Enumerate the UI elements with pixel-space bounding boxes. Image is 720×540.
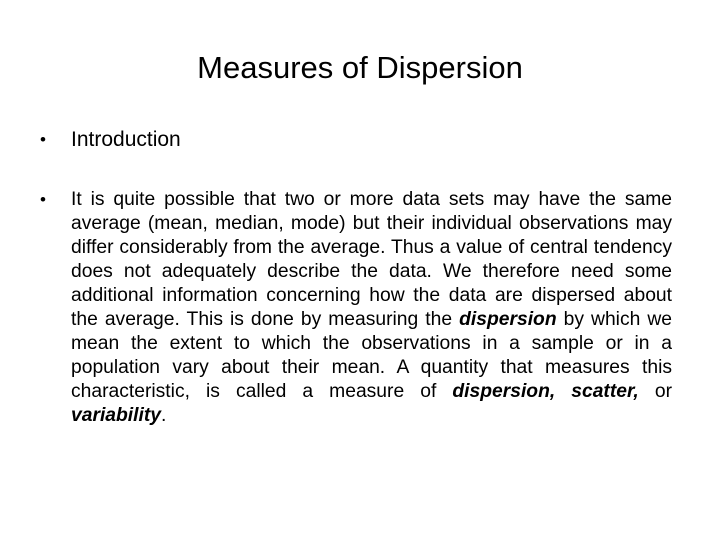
text-run: or bbox=[638, 381, 672, 402]
bullet-text-explanation bbox=[71, 188, 672, 428]
emphasized-term-variability: variability bbox=[71, 405, 162, 426]
text-run: by which we mean the extent to which the observations in a sample or in a population vary about their mean. A quantity that measures this characteristic, is called a measure of bbox=[71, 309, 672, 402]
text-run: It is quite possible that two or more data sets may have the same average (mean, median, mode) but their individual observations may differ considerably from the average. Thus a value of central tendency does not adequately describe the data. We therefore need some additional information concerning how the data are dispersed about the average. This is done by measuring the bbox=[71, 189, 672, 330]
bullet-dot-icon: • bbox=[40, 190, 46, 209]
emphasized-term-dispersion-scatter: dispersion, scatter, bbox=[452, 381, 639, 402]
text-run: . bbox=[161, 405, 167, 426]
emphasized-term-dispersion: dispersion bbox=[459, 309, 557, 330]
bullet-text: Introduction bbox=[71, 128, 181, 151]
slide-title: Measures of Dispersion bbox=[197, 50, 523, 85]
bullet-dot-icon: • bbox=[40, 130, 46, 149]
